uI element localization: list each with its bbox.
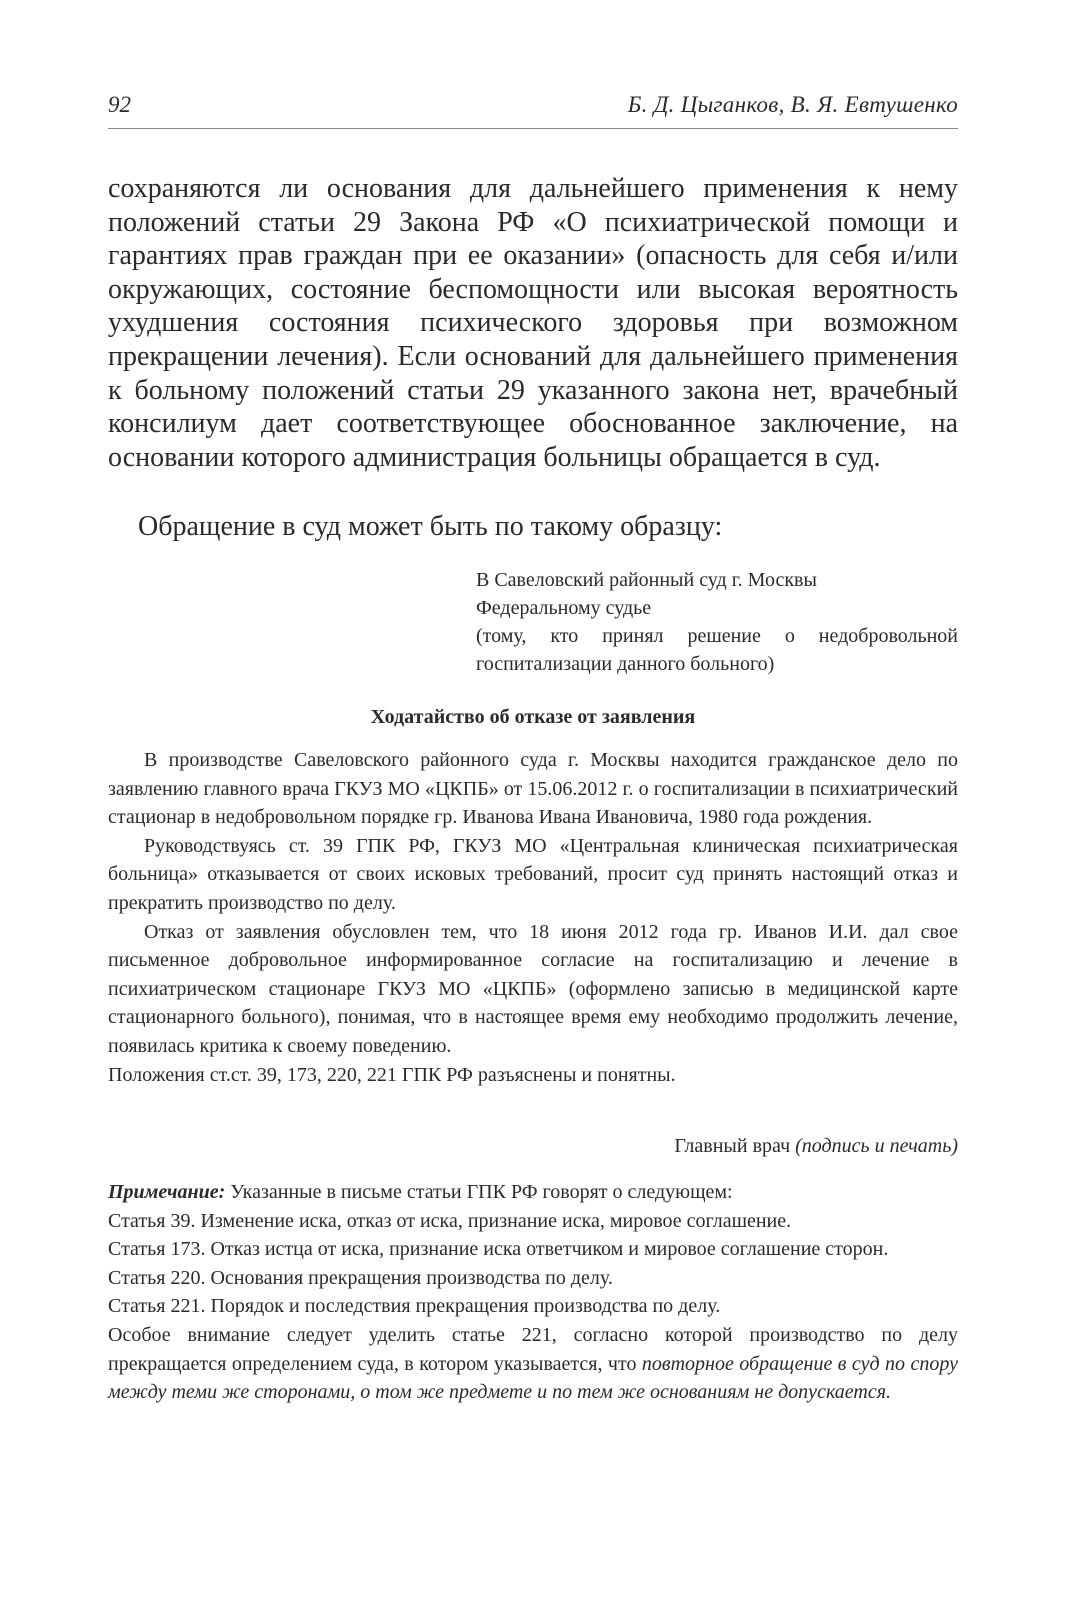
petition-body xyxy=(108,746,958,1089)
running-header xyxy=(108,92,958,129)
note-label: Примечание: xyxy=(108,1181,226,1203)
note-intro-text: Указанные в письме статьи ГПК РФ говорят о следующем: xyxy=(225,1181,733,1203)
note-article: Статья 220. Основания прекращения производства по делу. xyxy=(108,1266,613,1289)
running-header-authors: Б. Д. Цыганков, В. Я. Евтушенко xyxy=(627,92,958,117)
petition-paragraph: Отказ от заявления обусловлен тем, что 18 июня 2012 года гр. Иванов И.И. дал свое письменное добровольное информированное согласие на госпитализацию и лечение в психиатрическом стационаре ГКУЗ МО «ЦКПБ» (оформлено записью в медицинской карте стационарного больного), понимая, что в настоящее время ему необходимо продолжить лечение, появилась критика к своему поведению. xyxy=(108,920,958,1057)
lead-in-sentence: Обращение в суд может быть по такому образцу: xyxy=(138,511,723,542)
signature-note: (подпись и печать) xyxy=(795,1135,958,1157)
petition-paragraph: Положения ст.ст. 39, 173, 220, 221 ГПК РФ разъяснены и понятны. xyxy=(108,1063,676,1086)
petition-paragraph: Руководствуясь ст. 39 ГПК РФ, ГКУЗ МО «Центральная клиническая психиатрическая больница» отказывается от своих исковых требований, просит суд принять настоящий отказ и прекратить производство по делу. xyxy=(108,834,958,914)
address-line: Федеральному судье xyxy=(476,597,652,619)
address-line: (тому, кто принял решение о недобровольной xyxy=(476,625,958,647)
court-address-block xyxy=(476,566,958,678)
note-article: Статья 39. Изменение иска, отказ от иска, признание иска, мировое соглашение. xyxy=(108,1209,792,1232)
note-article: Статья 173. Отказ истца от иска, признание иска ответчиком и мировое соглашение сторон. xyxy=(108,1238,889,1261)
petition-title: Ходатайство об отказе от заявления xyxy=(370,706,696,728)
note-closing-text: Особое внимание следует уделить статье 221, согласно которой производство по делу прекращается определением суда, в котором указывается, что xyxy=(108,1323,958,1375)
body-paragraph-block xyxy=(108,172,958,474)
note-closing xyxy=(108,1321,958,1407)
address-line: В Савеловский районный суд г. Москвы xyxy=(476,569,817,591)
note-article: Статья 221. Порядок и последствия прекращения производства по делу. xyxy=(108,1295,721,1318)
petition-paragraph: В производстве Савеловского районного суда г. Москвы находится гражданское дело по заявлению главного врача ГКУЗ МО «ЦКПБ» от 15.06.2012 г. о госпитализации в психиатрический стационар в недобровольном порядке гр. Иванова Ивана Ивановича, 1980 года рождения. xyxy=(108,749,958,829)
signature-role: Главный врач xyxy=(674,1135,796,1157)
note-intro xyxy=(108,1178,958,1207)
note-closing-emphasis: повторное обращение в суд по спору между теми же сторонами, о том же предмете и по тем же основаниям не допускается. xyxy=(108,1352,958,1404)
address-line: госпитализации данного больного) xyxy=(476,653,775,675)
body-paragraph: сохраняются ли основания для дальнейшего применения к нему положений статьи 29 Закона РФ «О психиатрической помощи и гарантиях прав граждан при ее оказании» (опасность для себя и/или окружающих, состояние беспомощности или высокая вероятность ухудшения состояния психического здоровья при возможном прекращении лечения). Если оснований для дальнейшего применения к больному положений статьи 29 указанного закона нет, врачебный консилиум дает соответствующее обоснованное заключение, на основании которого администрация больницы обращается в суд. xyxy=(108,173,958,473)
notes-block xyxy=(108,1178,958,1407)
signature-line xyxy=(108,1132,958,1160)
page-number: 92 xyxy=(108,92,131,117)
